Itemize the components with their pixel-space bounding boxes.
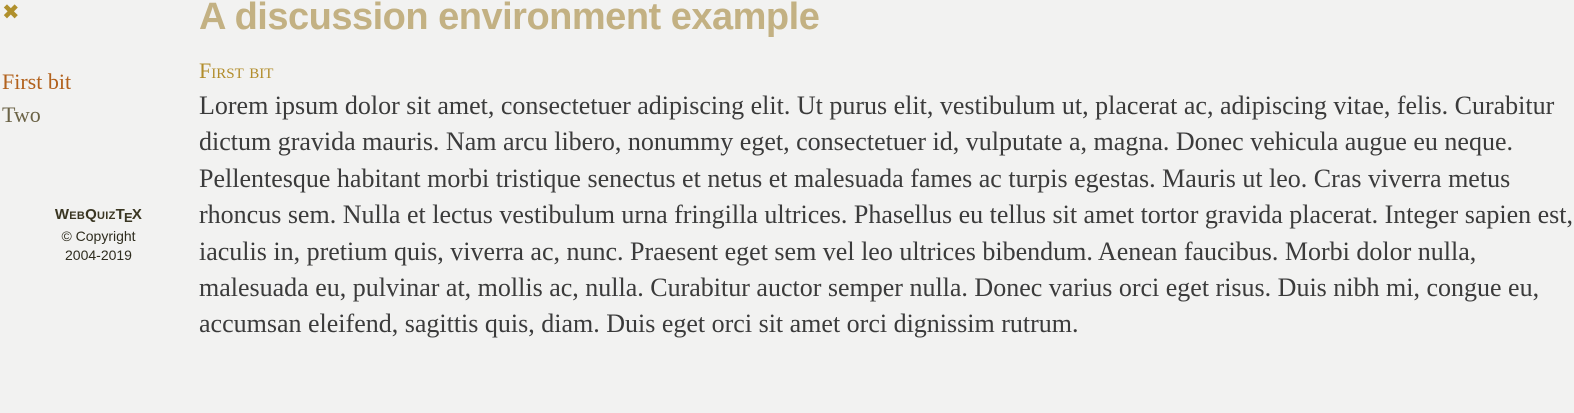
copyright-block — [0, 205, 197, 266]
close-sidebar-icon[interactable]: ✖ — [2, 0, 20, 24]
page-title: A discussion environment example — [199, 0, 820, 38]
webquiztex-logo[interactable] — [0, 205, 197, 227]
logo-part: UIZ — [97, 210, 116, 222]
logo-part: Q — [85, 206, 98, 223]
logo-part: EB — [69, 210, 86, 222]
main-content — [199, 0, 1574, 413]
logo-part: X — [131, 206, 143, 223]
copyright-years: 2004-2019 — [65, 247, 132, 263]
sidebar-item-two[interactable]: Two — [2, 102, 41, 127]
sidebar — [0, 0, 199, 413]
discussion-paragraph: Lorem ipsum dolor sit amet, consectetuer adipiscing elit. Ut purus elit, vestibulum ut, placerat ac, adipiscing vitae, felis. Curabitur dictum gravida mauris. Nam arcu libero, nonummy eget, consectetuer id, vulputate a, magna. Donec vehicula augue eu neque. Pellentesque habitant morbi tristique senectus et netus et malesuada fames ac turpis egestas. Mauris ut leo. Cras viverra metus rhoncus sem. Nulla et lectus vestibulum urna fringilla ultrices. Phasellus eu tellus sit amet tortor gravida placerat. Integer sapien est, iaculis in, pretium quis, viverra ac, nunc. Praesent eget sem vel leo ultrices bibendum. Aenean faucibus. Morbi dolor nulla, malesuada eu, pulvinar at, mollis ac, nulla. Curabitur auctor semper nulla. Donec varius orci eget risus. Duis nibh mi, congue eu, accumsan eleifend, sagittis quis, diam. Duis eget orci sit amet orci dignissim rutrum. — [199, 91, 1574, 339]
logo-part: T — [115, 206, 126, 223]
sidebar-nav — [2, 65, 199, 131]
sidebar-item-first-bit[interactable]: First bit — [2, 69, 72, 94]
copyright-text: © Copyright — [61, 227, 136, 244]
logo-part: E — [124, 210, 133, 225]
logo-part: W — [54, 206, 70, 223]
section-heading-first-bit: First bit — [199, 58, 274, 83]
